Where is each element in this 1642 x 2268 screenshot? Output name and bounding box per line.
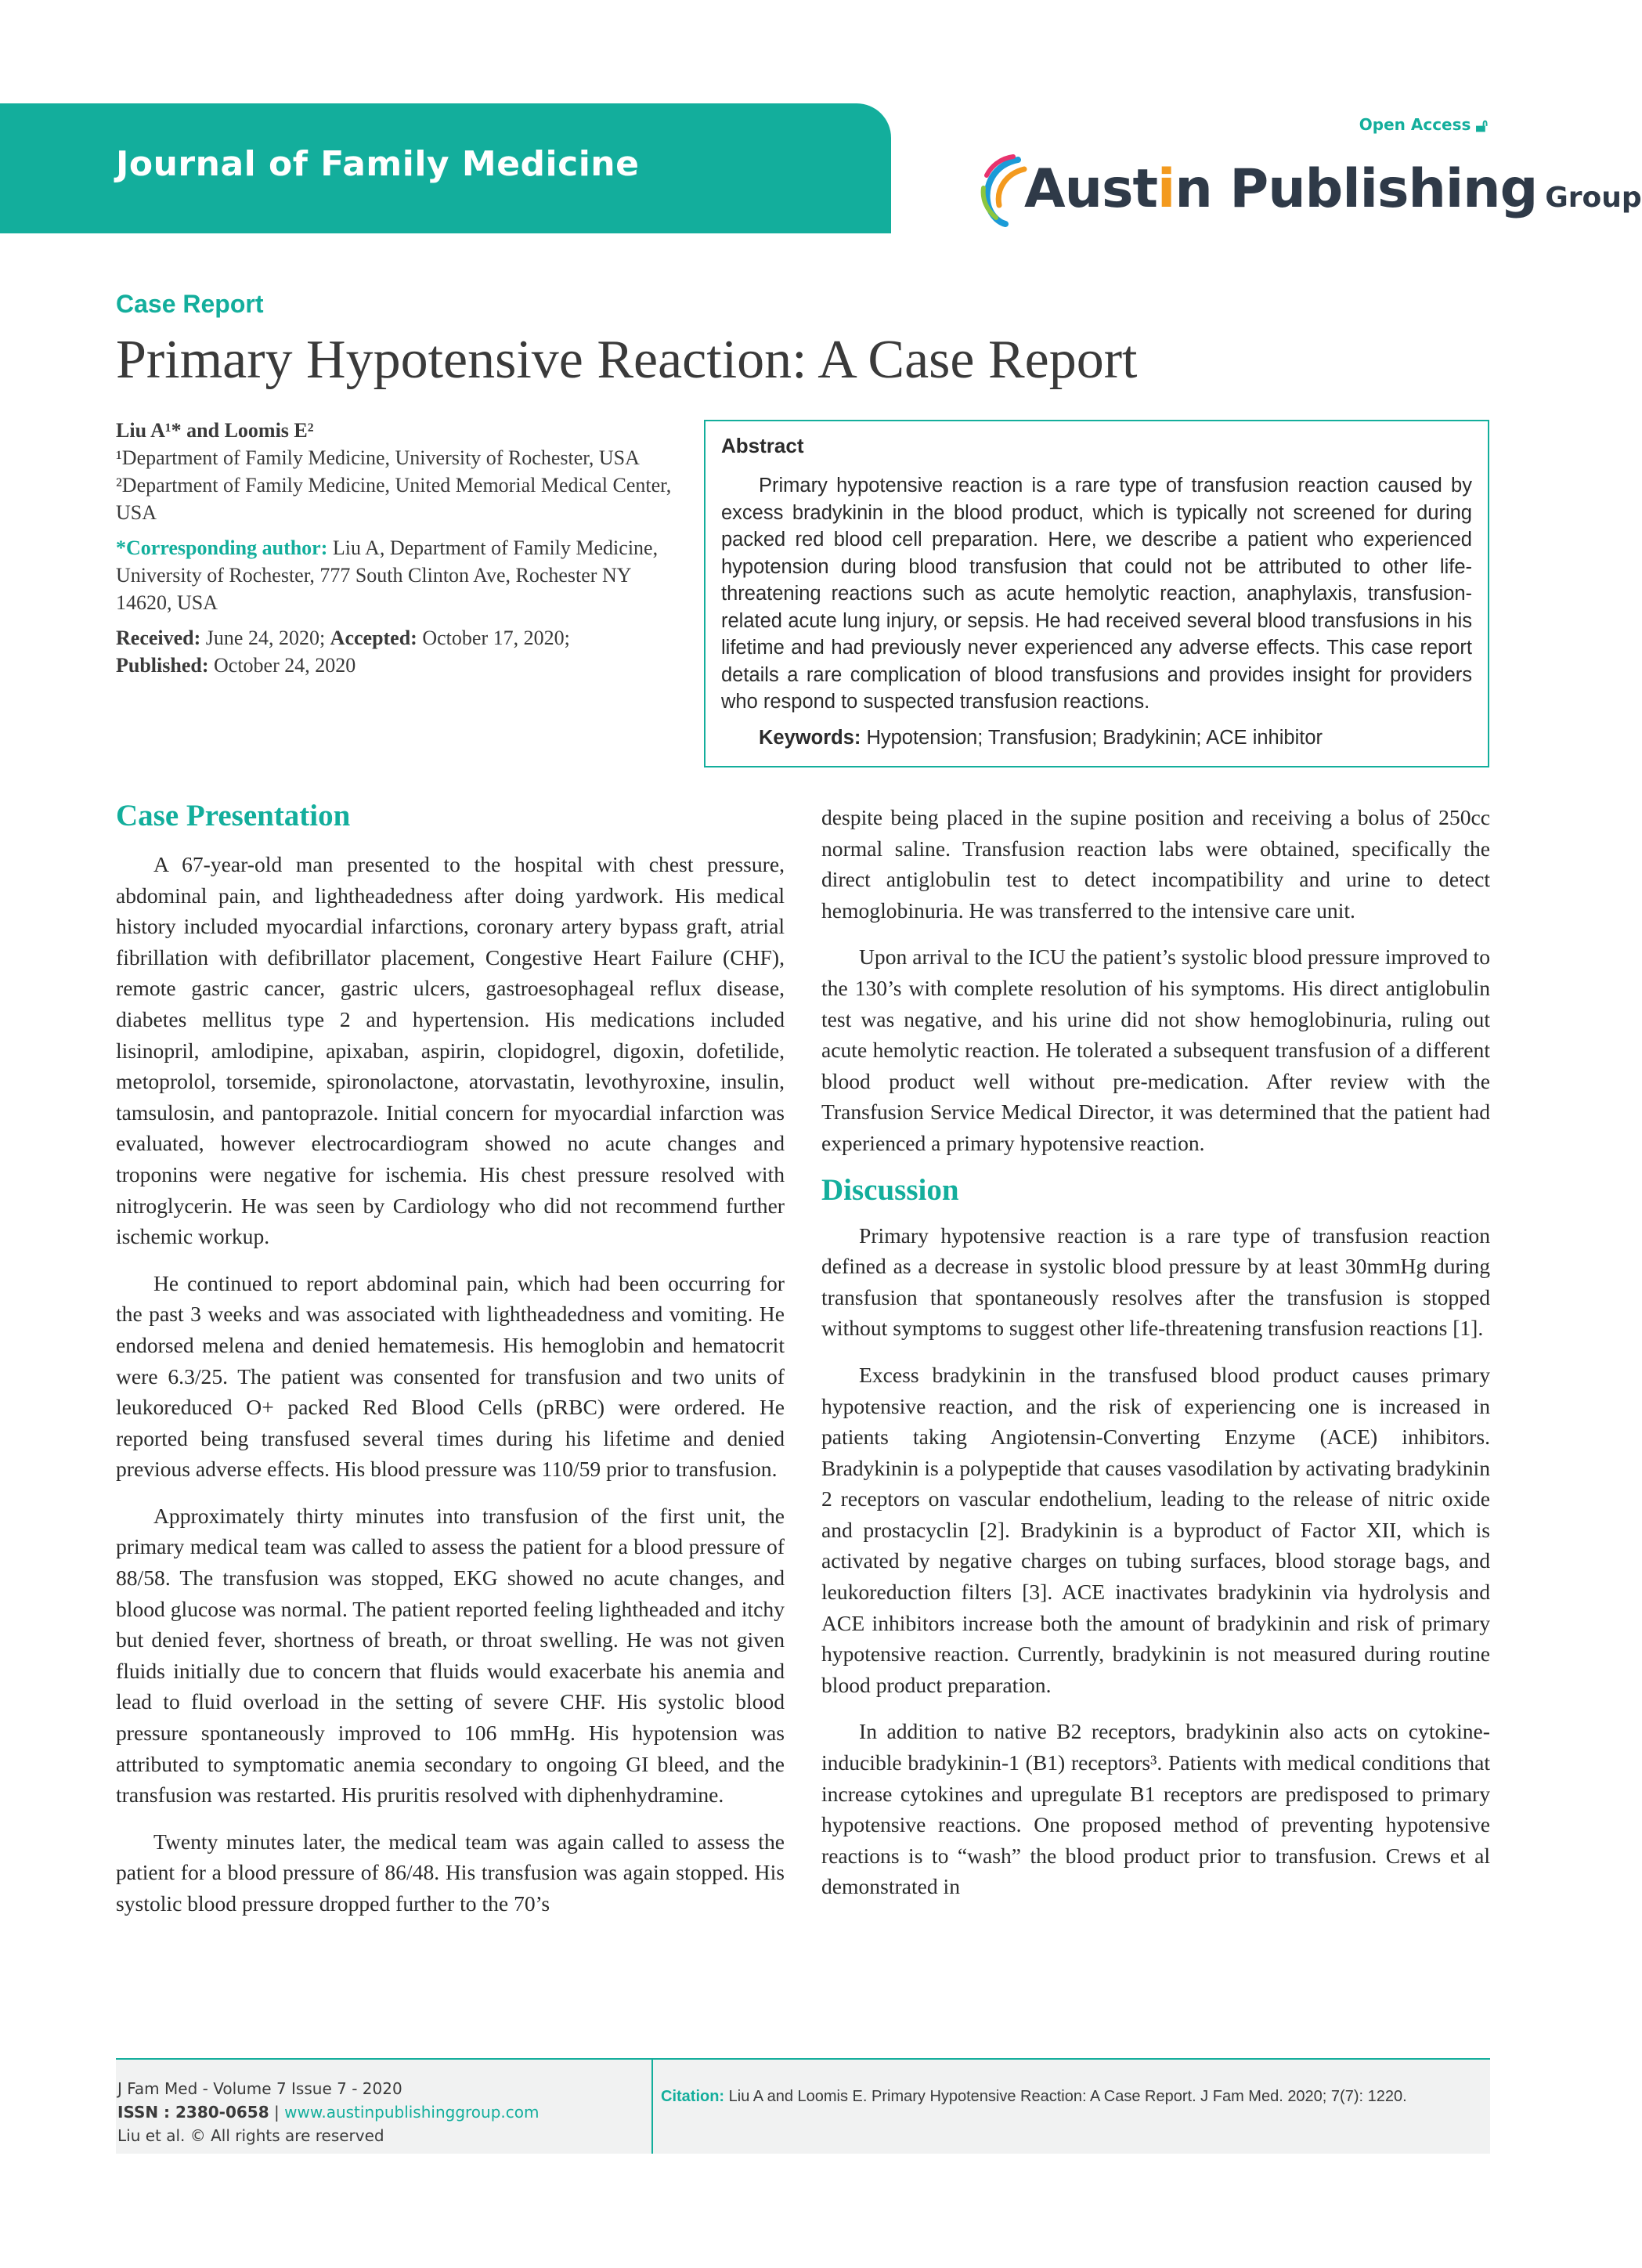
discussion-heading: Discussion: [821, 1172, 959, 1207]
paragraph: despite being placed in the supine position and receiving a bolus of 250cc normal saline. Transfusion reaction labs were obtained, specifically the direct antiglobulin test to detect incompatibility and urine to detect hemoglobinuria. He was transferred to the intensive care unit.: [821, 805, 1490, 923]
copyright: Liu et al. © All rights are reserved: [117, 2126, 384, 2145]
article-meta: [116, 417, 680, 679]
keywords: Keywords: Hypotension; Transfusion; Bradykinin; ACE inhibitor: [759, 726, 1323, 749]
publisher-url[interactable]: www.austinpublishinggroup.com: [284, 2103, 540, 2122]
dates: Received: June 24, 2020; Accepted: October 17, 2020; Published: October 24, 2020: [116, 627, 570, 677]
page-footer: [116, 2058, 1490, 2154]
footer-journal-info: [116, 2060, 653, 2154]
abstract-box: [704, 420, 1489, 767]
corresponding-author: *Corresponding author: Liu A, Department of Family Medicine, University of Rochester, 777 South Clinton Ave, Rochester NY 14620, USA: [116, 536, 659, 614]
article-title: Primary Hypotensive Reaction: A Case Report: [116, 330, 1138, 390]
paragraph: Approximately thirty minutes into transfusion of the first unit, the primary medical team was called to assess the patient for a blood pressure of 88/58. The transfusion was stopped, EKG showed no acute changes, and blood glucose was normal. The patient reported feeling lightheaded and itchy but denied fever, shortness of breath, or throat swelling. He was not given fluids initially due to concern that fluids would exacerbate his anemia and lead to fluid overload in the setting of severe CHF. His systolic blood pressure spontaneously improved to 106 mmHg. His hypotension was attributed to symptomatic anemia secondary to ongoing GI bleed, and the transfusion was restarted. His pruritis resolved with diphenhydramine.: [116, 1503, 785, 1808]
journal-name: Journal of Family Medicine: [116, 144, 640, 184]
open-access-text: Open Access: [1359, 115, 1471, 134]
affiliation-1: ¹Department of Family Medicine, University of Rochester, USA: [116, 446, 640, 469]
paragraph: A 67-year-old man presented to the hospital with chest pressure, abdominal pain, and lightheadedness after doing yardwork. His medical history included myocardial infarctions, coronary artery bypass graft, atrial fibrillation with defibrillator placement, Congestive Heart Failure (CHF), remote gastric cancer, gastric ulcers, gastroesophageal reflux disease, diabetes mellitus type 2 and hypertension. His medications included lisinopril, amlodipine, apixaban, aspirin, clopidogrel, digoxin, dofetilide, metoprolol, torsemide, spironolactone, atorvastatin, levothyroxine, insulin, tamsulosin, and pantoprazole. Initial concern for myocardial infarction was evaluated, however electrocardiogram showed no acute changes and troponins were negative for ischemia. His chest pressure resolved with nitroglycerin. He was seen by Cardiology who did not recommend further ischemic workup.: [116, 852, 785, 1249]
open-access-label: [1359, 114, 1488, 136]
citation: Citation: Liu A and Loomis E. Primary Hypotensive Reaction: A Case Report. J Fam Med. 2020; 7(7): 1220.: [661, 2088, 1407, 2105]
affiliation-2: ²Department of Family Medicine, United Memorial Medical Center, USA: [116, 474, 672, 524]
paragraph: Primary hypotensive reaction is a rare type of transfusion reaction defined as a decrease in systolic blood pressure by at least 30mmHg during transfusion that spontaneously resolves after the transfusion is stopped without symptoms to suggest other life-threatening transfusion reactions [1].: [821, 1222, 1490, 1341]
abstract-heading: Abstract: [721, 434, 804, 457]
paragraph: Twenty minutes later, the medical team was again called to assess the patient for a blood pressure of 86/48. His transfusion was again stopped. His systolic blood pressure dropped further to the 70’s: [116, 1829, 785, 1916]
paragraph: Excess bradykinin in the transfused blood product causes primary hypotensive reaction, and the risk of experiencing one is increased in patients taking Angiotensin-Converting Enzyme (ACE) inhibitors. Bradykinin is a polypeptide that causes vasodilation by activating bradykinin 2 receptors on vascular endothelium, leading to the release of nitric oxide and prostacyclin [2]. Bradykinin is a byproduct of Factor XII, which is activated by negative charges on tubing surfaces, blood storage bags, and leukoreduction filters [3]. ACE inactivates bradykinin via hydrolysis and ACE inhibitors increase both the amount of bradykinin and risk of primary hypotensive reaction. Currently, bradykinin is not measured during routine blood product preparation.: [821, 1362, 1490, 1697]
left-column: [116, 797, 785, 1935]
issn-line: ISSN : 2380-0658 | www.austinpublishinggroup.com: [117, 2103, 540, 2122]
open-lock-icon: 🔓︎: [1475, 114, 1488, 136]
paragraph: Upon arrival to the ICU the patient’s systolic blood pressure improved to the 130’s with complete resolution of his symptoms. His direct antiglobulin test was negative, and his urine did not show hemoglobinuria, ruling out acute hemolytic reaction. He tolerated a subsequent transfusion of a different blood product well without pre-medication. After review with the Transfusion Service Medical Director, it was determined that the patient had experienced a primary hypotensive reaction.: [821, 944, 1490, 1155]
authors: Liu A¹* and Loomis E²: [116, 419, 314, 442]
paragraph: In addition to native B2 receptors, bradykinin also acts on cytokine-inducible bradykinin-1 (B1) receptors³. Patients with medical conditions that increase cytokines and upregulate B1 receptors are predisposed to primary hypotensive reactions. One proposed method of preventing hypotensive reactions is to “wash” the blood product prior to transfusion. Crews et al demonstrated in: [821, 1719, 1490, 1899]
journal-issue: J Fam Med - Volume 7 Issue 7 - 2020: [117, 2079, 402, 2098]
publisher-logo: [977, 153, 1642, 232]
abstract-text: Primary hypotensive reaction is a rare type of transfusion reaction caused by excess bradykinin in the blood product, which is typically not screened for during packed red blood cell preparation. Here, we describe a patient who experienced hypotension during blood transfusion that could not be attributed to other life-threatening reactions such as acute hemolytic reaction, anaphylaxis, transfusion-related acute lung injury, or sepsis. He had received several blood transfusions in his lifetime and had previously never experienced any adverse effects. This case report details a rare complication of blood transfusions and provides insight for providers who respond to suspected transfusion reactions.: [721, 475, 1472, 713]
article-type: Case Report: [116, 290, 264, 318]
journal-banner: [0, 103, 891, 233]
case-presentation-heading: Case Presentation: [116, 799, 351, 832]
right-column: [821, 802, 1490, 1918]
paragraph: He continued to report abdominal pain, which had been occurring for the past 3 weeks and was associated with lightheadedness and vomiting. He endorsed melena and denied hematemesis. His hemoglobin and hematocrit were 6.3/25. The patient was consented for transfusion and two units of leukoreduced O+ packed Red Blood Cells (pRBC) were ordered. He reported being transfused several times during his lifetime and denied previous adverse effects. His blood pressure was 110/59 prior to transfusion.: [116, 1270, 785, 1482]
publisher-name: Austin Publishing Group: [1024, 158, 1642, 220]
